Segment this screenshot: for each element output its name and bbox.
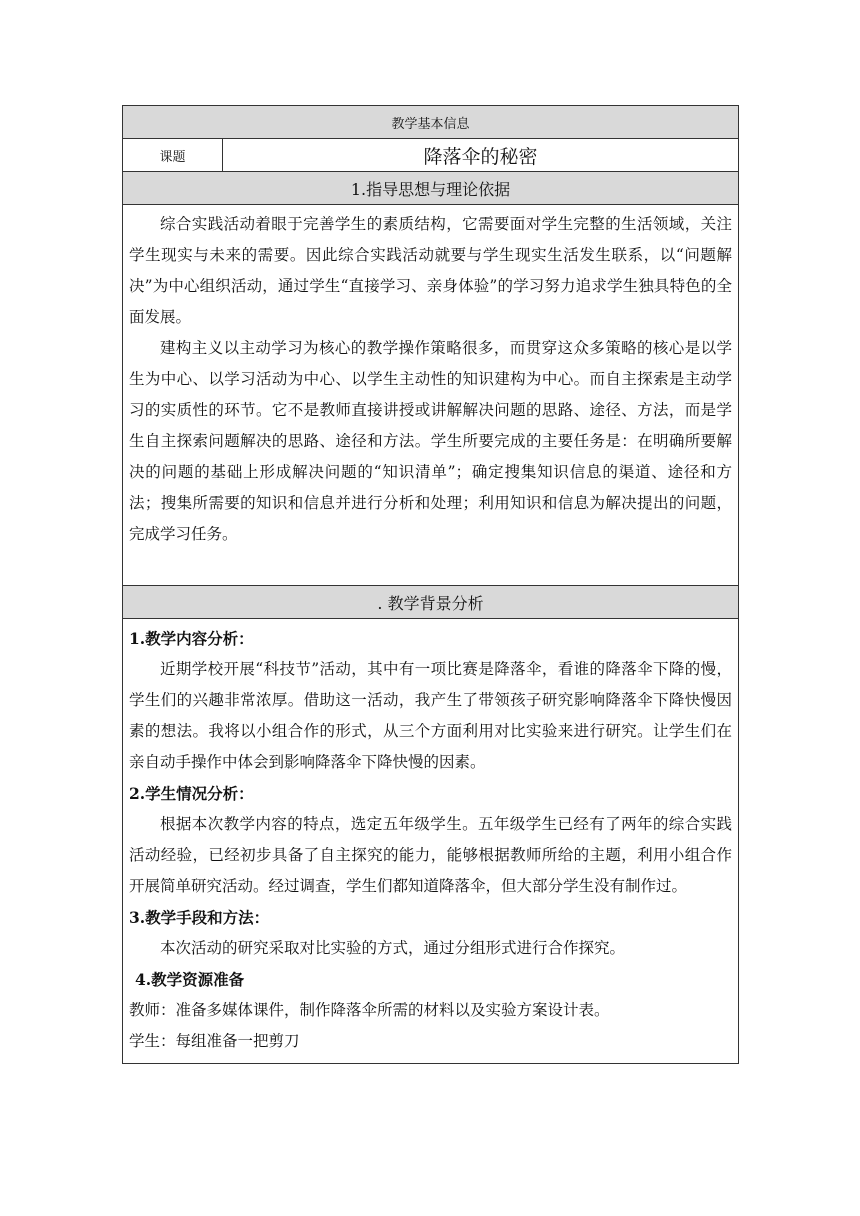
course-title: 降落伞的秘密 [223,139,739,172]
section2-title: . 教学背景分析 [123,586,739,619]
section1-paragraph-1: 综合实践活动着眼于完善学生的素质结构，它需要面对学生完整的生活领域，关注学生现实与未来的需要。因此综合实践活动就要与学生现实生活发生联系，以“问题解决”为中心组织活动，通过学生“直接学习、亲身体验”的学习努力追求学生独具特色的全面发展。 [129,215,733,326]
content-analysis-text: 近期学校开展“科技节”活动，其中有一项比赛是降落伞，看谁的降落伞下降的慢，学生们的兴趣非常浓厚。借助这一活动，我产生了带领孩子研究影响降落伞下降快慢因素的想法。我将以小组合作的形式，从三个方面利用对比实验来进行研究。让学生们在亲自动手操作中体会到影响降落伞下降快慢的因素。 [129,660,733,771]
method-text: 本次活动的研究采取对比实验的方式，通过分组形式进行合作探究。 [160,939,626,957]
lesson-plan-table [122,105,739,1064]
basic-info-row [123,106,739,139]
section2-body [123,619,739,1064]
section1-paragraph-2: 建构主义以主动学习为核心的教学操作策略很多，而贯穿这众多策略的核心是以学生为中心、以学习活动为中心、以学生主动性的知识建构为中心。而自主探索是主动学习的实质性的环节。它不是教师直接讲授或讲解解决问题的思路、途径、方法，而是学生自主探索问题解决的思路、途径和方法。学生所要完成的主要任务是：在明确所要解决的问题的基础上形成解决问题的“知识清单”；确定搜集知识信息的渠道、途径和方法；搜集所需要的知识和信息并进行分析和处理；利用知识和信息为解决提出的问题，完成学习任务。 [129,339,733,543]
course-label: 课题 [123,139,223,172]
student-resource-line: 学生：每组准备一把剪刀 [129,1032,300,1050]
teacher-resource-line: 教师：准备多媒体课件，制作降落伞所需的材料以及实验方案设计表。 [129,1001,610,1019]
section1-header-row [123,172,739,205]
student-analysis-heading: 2.学生情况分析： [129,784,254,803]
resource-heading: 4.教学资源准备 [135,970,245,989]
student-analysis-text: 根据本次教学内容的特点，选定五年级学生。五年级学生已经有了两年的综合实践活动经验，已经初步具备了自主探究的能力，能够根据教师所给的主题，利用小组合作开展简单研究活动。经过调查，学生们都知道降落伞，但大部分学生没有制作过。 [129,815,733,895]
section1-body [123,205,739,586]
section2-body-row [123,619,739,1064]
basic-info-header: 教学基本信息 [123,106,739,139]
method-heading: 3.教学手段和方法： [129,908,270,927]
section1-title: 1.指导思想与理论依据 [123,172,739,205]
content-analysis-heading: 1.教学内容分析： [129,629,254,648]
section1-body-row [123,205,739,586]
course-row [123,139,739,172]
lesson-plan-sheet [122,105,738,1064]
section2-header-row [123,586,739,619]
